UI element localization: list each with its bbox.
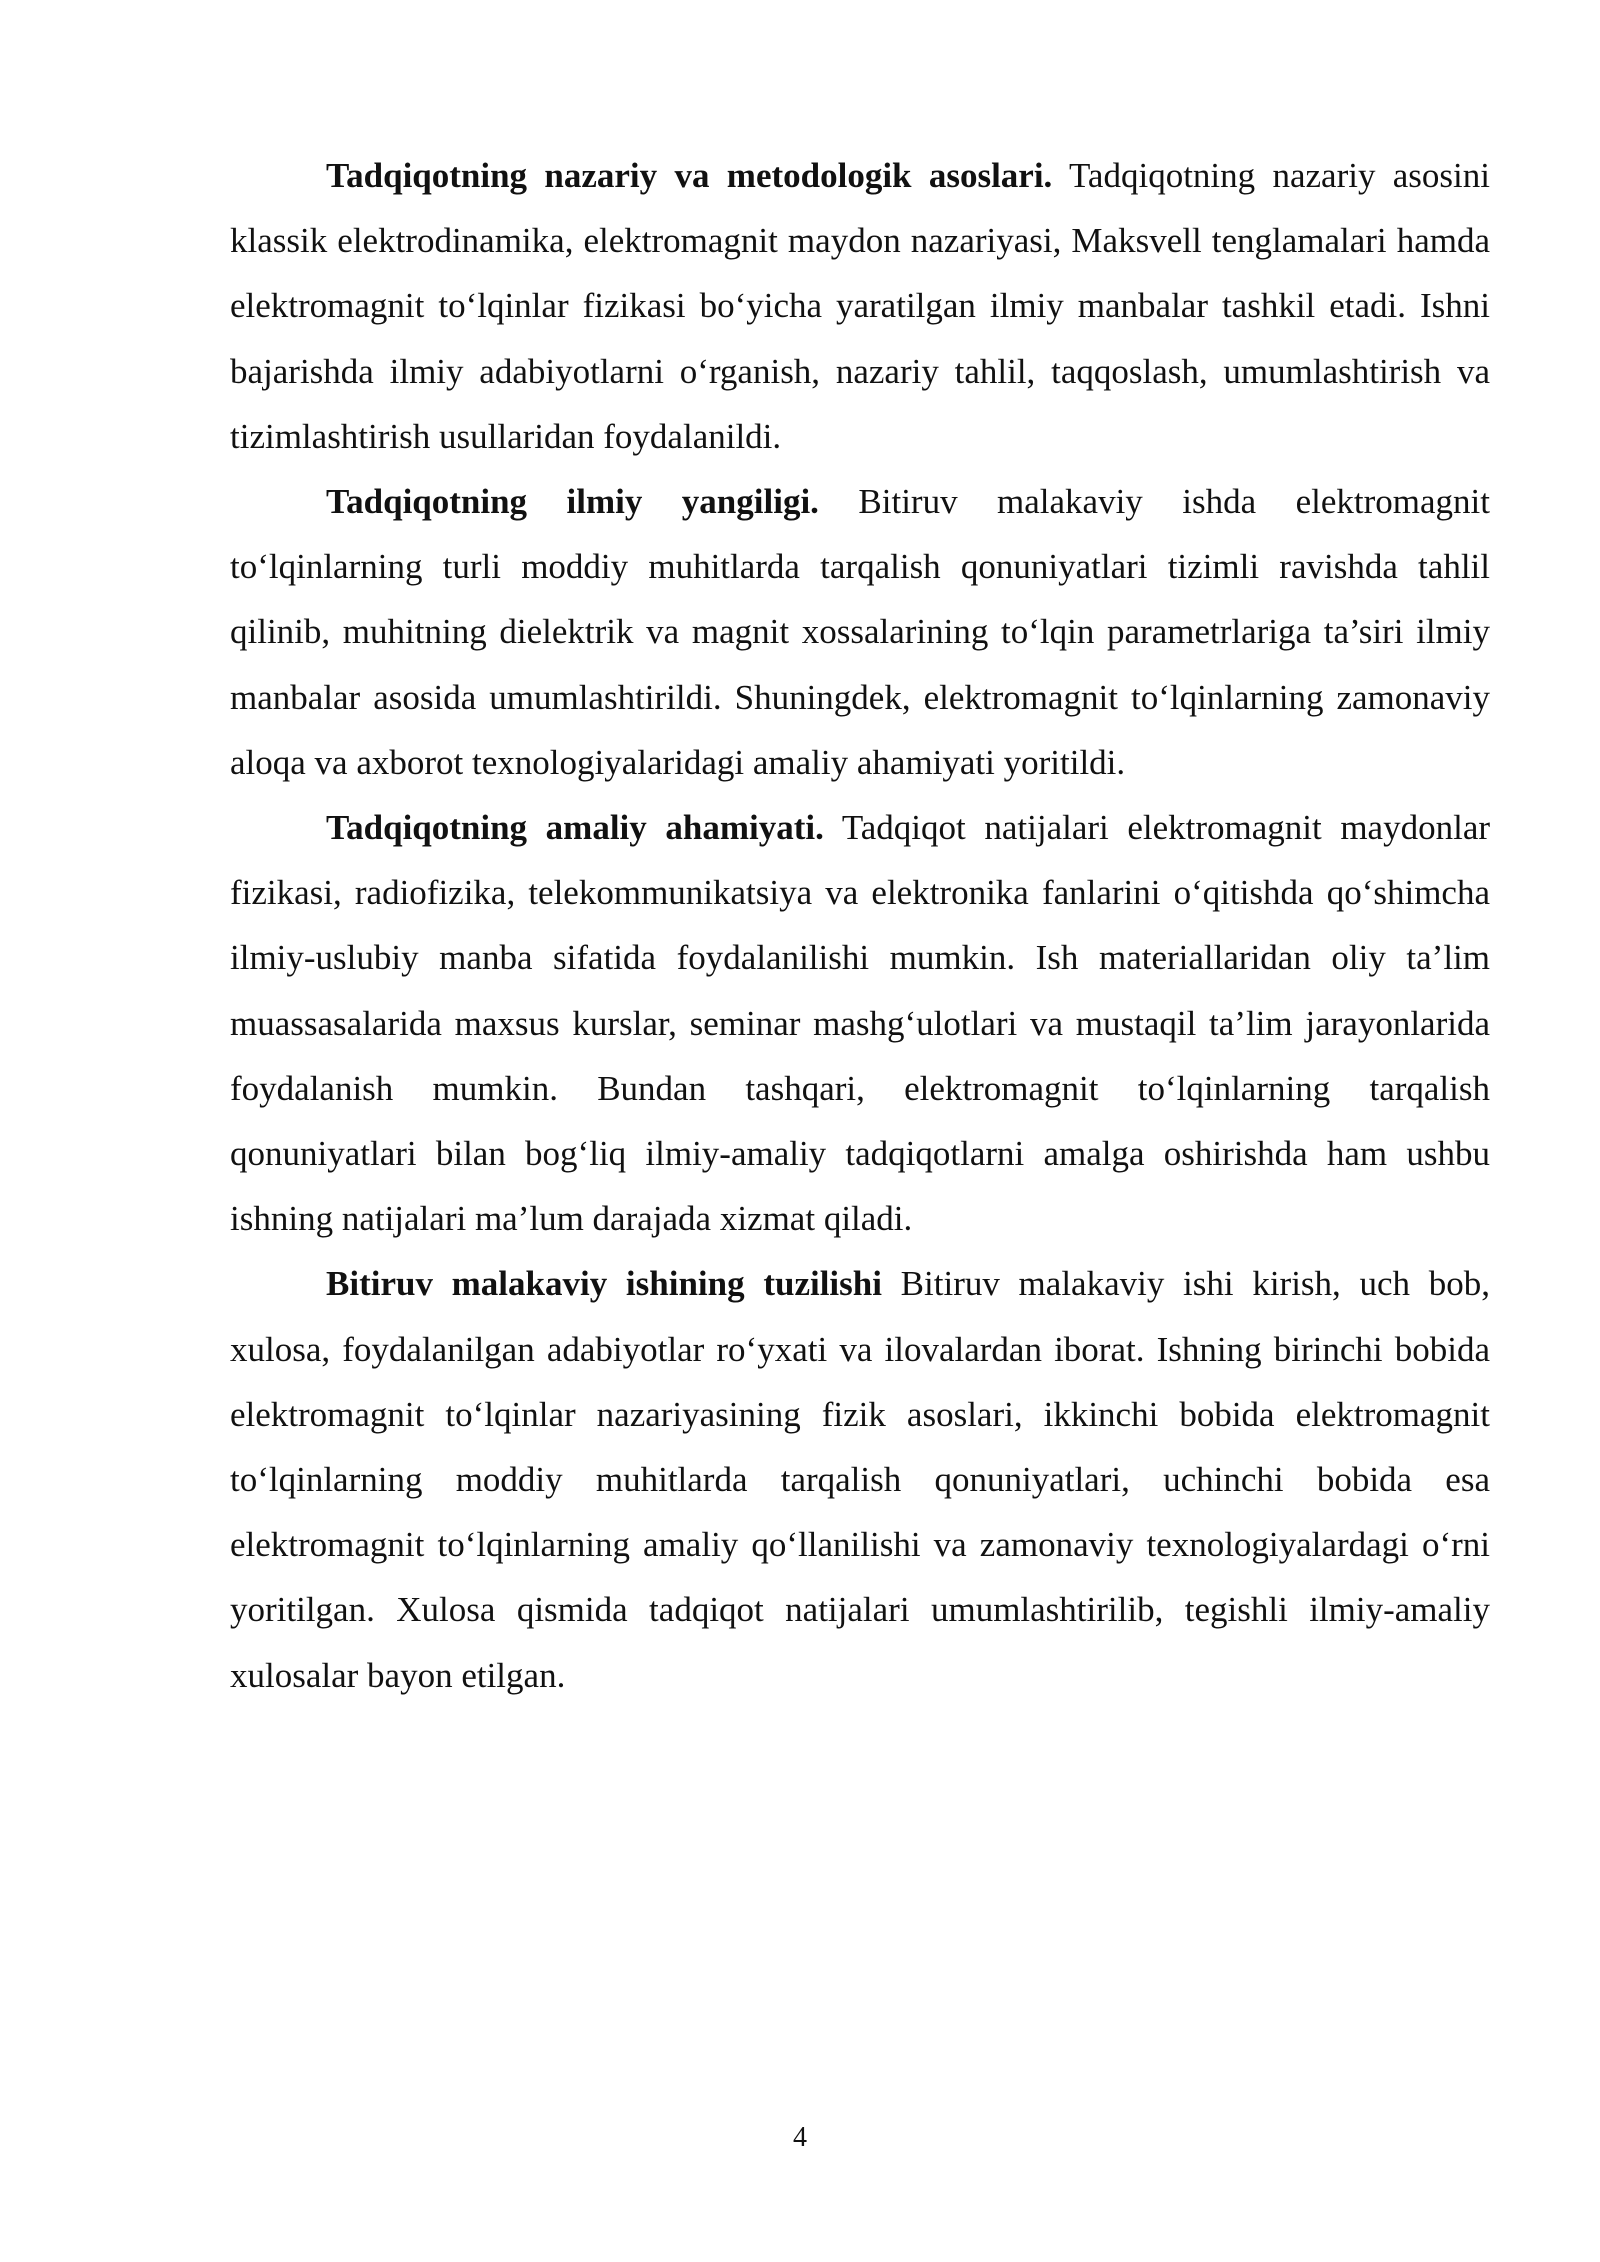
paragraph-heading: Tadqiqotning ilmiy yangiligi. xyxy=(326,482,819,522)
paragraph-heading: Bitiruv malakaviy ishining tuzilishi xyxy=(326,1264,882,1304)
paragraph-text: Bitiruv malakaviy ishi kirish, uch bob, xulosa, foydalanilgan adabiyotlar ro‘yxati va ilovalardan iborat. Ishning birinchi bobida elektromagnit to‘lqinlar nazariyasining fizik asoslari, ikkinchi bobida elektromagnit to‘lqinlarning moddiy muhitlarda tarqalish qonuniyatlari, uchinchi bobida esa elektromagnit to‘lqinlarning amaliy qo‘llanilishi va zamonaviy texnologiyalardagi o‘rni yoritilgan. Xulosa qismida tadqiqot natijalari umumlashtirilib, tegishli ilmiy-amaliy xulosalar bayon etilgan. xyxy=(230,1264,1490,1695)
paragraph-text: Bitiruv malakaviy ishda elektromagnit to‘lqinlarning turli moddiy muhitlarda tarqalish qonuniyatlari tizimli ravishda tahlil qilinib, muhitning dielektrik va magnit xossalarining to‘lqin parametrlariga ta’siri ilmiy manbalar asosida umumlashtirildi. Shuningdek, elektromagnit to‘lqinlarning zamonaviy aloqa va axborot texnologiyalaridagi amaliy ahamiyati yoritildi. xyxy=(230,482,1490,782)
paragraph-text: Tadqiqotning nazariy asosini klassik elektrodinamika, elektromagnit maydon nazariyasi, Maksvell tenglamalari hamda elektromagnit to‘lqinlar fizikasi bo‘yicha yaratilgan ilmiy manbalar tashkil etadi. Ishni bajarishda ilmiy adabiyotlarni o‘rganish, nazariy tahlil, taqqoslash, umumlashtirish va tizimlashtirish usullaridan foydalanildi. xyxy=(230,156,1490,456)
paragraph-thesis-structure xyxy=(230,1251,1490,1707)
paragraph-scientific-novelty xyxy=(230,469,1490,795)
paragraph-text: Tadqiqot natijalari elektromagnit maydonlar fizikasi, radiofizika, telekommunikatsiya va elektronika fanlarini o‘qitishda qo‘shimcha ilmiy-uslubiy manba sifatida foydalanilishi mumkin. Ish materiallaridan oliy ta’lim muassasalarida maxsus kurslar, seminar mashg‘ulotlari va mustaqil ta’lim jarayonlarida foydalanish mumkin. Bundan tashqari, elektromagnit to‘lqinlarning tarqalish qonuniyatlari bilan bog‘liq ilmiy-amaliy tadqiqotlarni amalga oshirishda ham ushbu ishning natijalari ma’lum darajada xizmat qiladi. xyxy=(230,808,1491,1239)
paragraph-practical-significance xyxy=(230,795,1490,1251)
paragraph-heading: Tadqiqotning amaliy ahamiyati. xyxy=(326,808,824,848)
page-number: 4 xyxy=(793,2122,807,2153)
document-body xyxy=(230,143,1490,1708)
paragraph-theoretical-methodological-basis xyxy=(230,143,1490,469)
paragraph-heading: Tadqiqotning nazariy va metodologik asoslari. xyxy=(326,156,1053,195)
